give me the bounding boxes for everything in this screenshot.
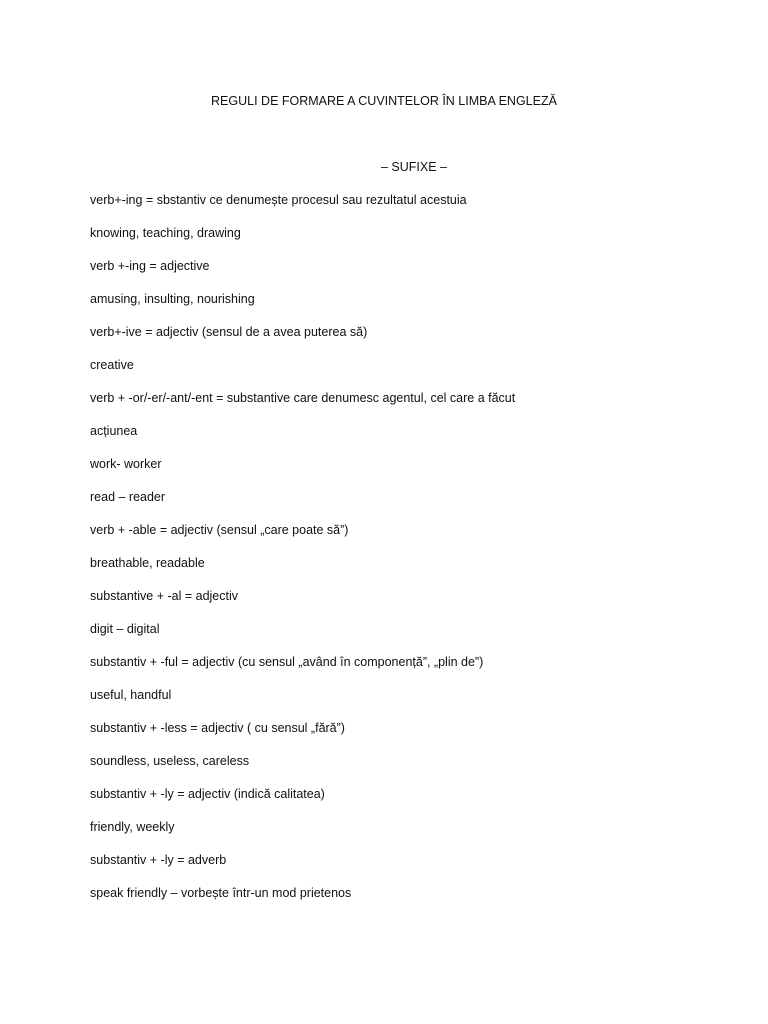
example-line: knowing, teaching, drawing — [90, 226, 241, 240]
rule-line: substantiv + -ly = adjectiv (indică calitatea) — [90, 787, 325, 801]
rule-line: verb+-ive = adjectiv (sensul de a avea puterea să) — [90, 325, 368, 339]
example-line: friendly, weekly — [90, 820, 175, 834]
rule-line: verb+-ing = sbstantiv ce denumește procesul sau rezultatul acestuia — [90, 193, 467, 207]
example-line: amusing, insulting, nourishing — [90, 292, 255, 306]
example-line: digit – digital — [90, 622, 160, 636]
rule-line-continuation: acțiunea — [90, 424, 138, 438]
rule-line: substantiv + -ful = adjectiv (cu sensul „având în componență”, „plin de”) — [90, 655, 484, 669]
rule-line: verb +-ing = adjective — [90, 259, 210, 273]
example-line: read – reader — [90, 490, 166, 504]
rule-line: substantiv + -less = adjectiv ( cu sensul „fără”) — [90, 721, 345, 735]
rule-line: substantiv + -ly = adverb — [90, 853, 227, 867]
rules-list — [90, 193, 730, 919]
document-title: REGULI DE FORMARE A CUVINTELOR ÎN LIMBA ENGLEZĂ — [211, 94, 557, 108]
example-line: useful, handful — [90, 688, 172, 702]
rule-line: verb + -able = adjectiv (sensul „care poate să”) — [90, 523, 349, 537]
example-line: soundless, useless, careless — [90, 754, 250, 768]
section-heading-sufixe: – SUFIXE – — [381, 160, 447, 174]
example-line: breathable, readable — [90, 556, 205, 570]
rule-line: substantive + -al = adjectiv — [90, 589, 238, 603]
rule-line: verb + -or/-er/-ant/-ent = substantive care denumesc agentul, cel care a făcut — [90, 391, 516, 405]
example-line: creative — [90, 358, 134, 372]
example-line: work- worker — [90, 457, 162, 471]
example-line: speak friendly – vorbește într-un mod prietenos — [90, 886, 352, 900]
